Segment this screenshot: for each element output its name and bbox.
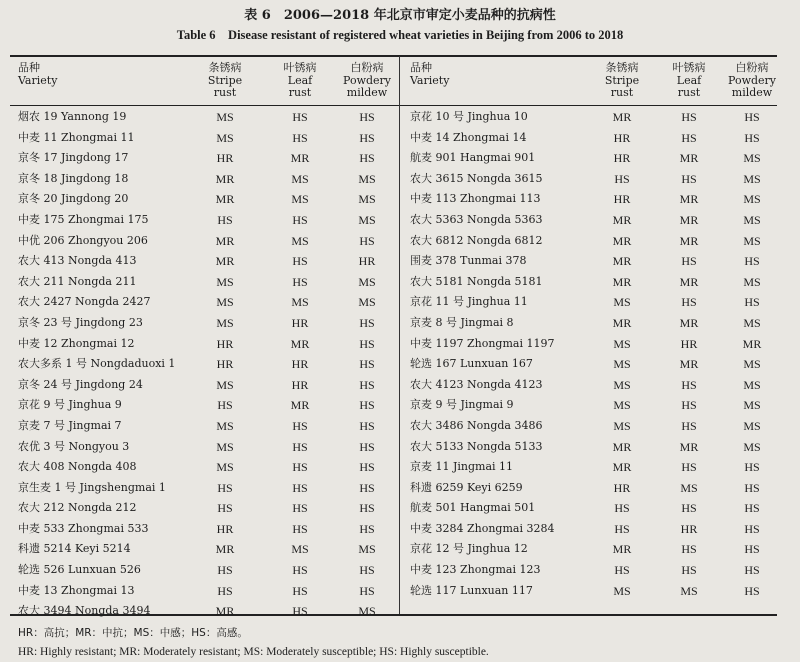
stripe-rust-cell: HS (614, 171, 630, 186)
stripe-rust-cell: MS (216, 295, 234, 310)
stripe-rust-cell: MR (215, 604, 235, 619)
powdery-mildew-cell: HS (359, 110, 375, 124)
header-powdery-en1: Powdery (342, 73, 392, 87)
variety-cell: 京花 12 号 Jinghua 12 (410, 542, 528, 556)
leaf-rust-cell: HS (681, 542, 697, 557)
variety-cell: 农大 3486 Nongda 3486 (410, 418, 543, 432)
leaf-rust-cell: MR (290, 151, 310, 166)
powdery-mildew-cell: HS (744, 130, 760, 145)
variety-cell: 京冬 18 Jingdong 18 (18, 171, 129, 185)
leaf-rust-cell: HS (292, 480, 308, 495)
variety-cell: 中麦 1197 Zhongmai 1197 (410, 336, 555, 350)
stripe-rust-cell: HS (217, 563, 233, 578)
variety-cell: 京花 11 号 Jinghua 11 (410, 295, 528, 309)
table-row (10, 128, 398, 149)
variety-cell: 京冬 17 Jingdong 17 (18, 151, 129, 165)
table-row (10, 210, 398, 231)
variety-cell: 农大 4123 Nongda 4123 (410, 377, 543, 391)
stripe-rust-cell: HR (613, 151, 631, 166)
stripe-rust-cell: MR (215, 171, 235, 186)
table-row (402, 581, 777, 602)
powdery-mildew-cell: MS (743, 212, 761, 227)
table-row (402, 416, 777, 437)
leaf-rust-cell: MS (680, 480, 698, 495)
variety-cell: 京麦 9 号 Jingmai 9 (410, 398, 514, 412)
variety-cell: 农大 5181 Nongda 5181 (410, 274, 543, 288)
powdery-mildew-cell: HS (359, 398, 375, 413)
stripe-rust-cell: HS (217, 583, 233, 598)
leaf-rust-cell: HS (292, 460, 308, 475)
table-row (402, 107, 777, 128)
variety-cell: 农大 5363 Nongda 5363 (410, 212, 543, 226)
variety-cell: 京花 10 号 Jinghua 10 (410, 110, 528, 123)
variety-cell: 京花 9 号 Jinghua 9 (18, 398, 122, 412)
leaf-rust-cell: MR (679, 439, 699, 454)
table-row (10, 354, 398, 375)
variety-cell: 科遗 5214 Keyi 5214 (18, 542, 131, 556)
header-stripe-cn: 条锈病 (208, 61, 242, 74)
header-leaf-cn: 叶锈病 (283, 61, 317, 74)
stripe-rust-cell: MS (216, 274, 234, 289)
leaf-rust-cell: HS (681, 295, 697, 310)
leaf-rust-cell: MS (291, 542, 309, 557)
stripe-rust-cell: MR (612, 542, 632, 557)
variety-cell: 中麦 13 Zhongmai 13 (18, 583, 135, 597)
powdery-mildew-cell: HS (744, 460, 760, 475)
header-powdery-en2: mildew (731, 86, 773, 99)
leaf-rust-cell: HS (292, 583, 308, 598)
table-row (10, 313, 398, 334)
powdery-mildew-cell: MS (743, 398, 761, 413)
table-row (402, 313, 777, 334)
stripe-rust-cell: HR (613, 192, 631, 207)
table-row (10, 457, 398, 478)
header-stripe-rust (597, 62, 647, 100)
table-row (402, 148, 777, 169)
leaf-rust-cell: MS (291, 171, 309, 186)
table-row (10, 416, 398, 437)
table-row (402, 189, 777, 210)
leaf-rust-cell: HS (292, 439, 308, 454)
powdery-mildew-cell: HS (744, 501, 760, 516)
leaf-rust-cell: HR (680, 336, 698, 351)
header-leaf-rust (275, 62, 325, 100)
powdery-mildew-cell: MR (742, 336, 762, 351)
table-header-right (402, 56, 777, 105)
variety-cell: 轮选 167 Lunxuan 167 (410, 357, 533, 371)
table-right-half (402, 56, 777, 598)
stripe-rust-cell: MS (613, 336, 631, 351)
powdery-mildew-cell: MS (743, 274, 761, 289)
header-variety-cn: 品种 (18, 61, 40, 74)
stripe-rust-cell: HS (614, 521, 630, 536)
powdery-mildew-cell: HS (359, 460, 375, 475)
stripe-rust-cell: MS (216, 110, 234, 124)
powdery-mildew-cell: MS (743, 171, 761, 186)
header-stripe-en2: rust (213, 86, 237, 99)
table-row (10, 539, 398, 560)
leaf-rust-cell: HS (681, 171, 697, 186)
table-body-left (10, 107, 398, 622)
variety-cell: 京冬 23 号 Jingdong 23 (18, 315, 143, 329)
stripe-rust-cell: MR (612, 110, 632, 124)
table-row (10, 498, 398, 519)
leaf-rust-cell: HS (292, 501, 308, 516)
variety-cell: 京麦 8 号 Jingmai 8 (410, 315, 514, 329)
table-row (402, 292, 777, 313)
header-powdery-cn: 白粉病 (350, 61, 384, 74)
header-variety-en: Variety (18, 73, 58, 87)
powdery-mildew-cell: HS (744, 583, 760, 598)
powdery-mildew-cell: HS (359, 583, 375, 598)
table-row (10, 581, 398, 602)
table-body-right (402, 107, 777, 601)
stripe-rust-cell: HR (216, 336, 234, 351)
stripe-rust-cell: MS (216, 460, 234, 475)
table-row (10, 251, 398, 272)
powdery-mildew-cell: HS (359, 357, 375, 372)
stripe-rust-cell: MS (216, 439, 234, 454)
powdery-mildew-cell: HS (359, 130, 375, 145)
stripe-rust-cell: MR (215, 192, 235, 207)
leaf-rust-cell: HS (292, 418, 308, 433)
stripe-rust-cell: MR (215, 233, 235, 248)
variety-cell: 航麦 501 Hangmai 501 (410, 501, 536, 515)
leaf-rust-cell: HS (292, 563, 308, 578)
powdery-mildew-cell: HS (744, 254, 760, 269)
table-row (402, 457, 777, 478)
header-leaf-rust (664, 62, 714, 100)
stripe-rust-cell: MR (215, 542, 235, 557)
leaf-rust-cell: HR (291, 315, 309, 330)
powdery-mildew-cell: MS (743, 192, 761, 207)
table-row (10, 395, 398, 416)
table-row (402, 560, 777, 581)
leaf-rust-cell: HS (292, 604, 308, 619)
variety-cell: 中优 206 Zhongyou 206 (18, 233, 148, 247)
stripe-rust-cell: MR (612, 460, 632, 475)
table-row (402, 210, 777, 231)
table-row (10, 107, 398, 128)
header-leaf-en1: Leaf (676, 73, 702, 87)
leaf-rust-cell: HS (681, 418, 697, 433)
powdery-mildew-cell: HS (359, 151, 375, 166)
header-stripe-en2: rust (610, 86, 634, 99)
powdery-mildew-cell: MS (358, 192, 376, 207)
variety-cell: 航麦 901 Hangmai 901 (410, 151, 536, 165)
powdery-mildew-cell: HS (359, 439, 375, 454)
table-row (402, 395, 777, 416)
leaf-rust-cell: MR (290, 336, 310, 351)
header-powdery-cn: 白粉病 (735, 61, 769, 74)
variety-cell: 农大 212 Nongda 212 (18, 501, 137, 515)
leaf-rust-cell: MR (290, 398, 310, 413)
variety-cell: 农大 2427 Nongda 2427 (18, 295, 151, 309)
table-row (10, 601, 398, 622)
table-row (402, 128, 777, 149)
stripe-rust-cell: HR (613, 130, 631, 145)
table-row (402, 375, 777, 396)
stripe-rust-cell: MR (612, 315, 632, 330)
stripe-rust-cell: HR (216, 521, 234, 536)
powdery-mildew-cell: MS (743, 315, 761, 330)
variety-cell: 中麦 123 Zhongmai 123 (410, 563, 541, 577)
leaf-rust-cell: HS (681, 110, 697, 124)
leaf-rust-cell: MR (679, 274, 699, 289)
leaf-rust-cell: MS (291, 192, 309, 207)
stripe-rust-cell: MR (612, 212, 632, 227)
stripe-rust-cell: MR (612, 439, 632, 454)
stripe-rust-cell: MS (613, 398, 631, 413)
header-stripe-en1: Stripe (207, 73, 243, 87)
variety-cell: 中麦 175 Zhongmai 175 (18, 212, 149, 226)
table-row (10, 169, 398, 190)
table-left-half (10, 56, 398, 619)
powdery-mildew-cell: HS (359, 480, 375, 495)
table-header-left (10, 56, 398, 105)
table-row (10, 292, 398, 313)
table-row (402, 437, 777, 458)
variety-cell: 京生麦 1 号 Jingshengmai 1 (18, 480, 166, 494)
variety-cell: 农优 3 号 Nongyou 3 (18, 439, 130, 453)
table-row (10, 231, 398, 252)
variety-cell: 农大 211 Nongda 211 (18, 274, 137, 288)
leaf-rust-cell: HS (681, 398, 697, 413)
variety-cell: 围麦 378 Tunmai 378 (410, 254, 527, 268)
powdery-mildew-cell: HS (359, 315, 375, 330)
table-row (10, 560, 398, 581)
powdery-mildew-cell: HS (359, 377, 375, 392)
header-variety-en: Variety (410, 73, 450, 87)
table-row (10, 478, 398, 499)
powdery-mildew-cell: HS (744, 110, 760, 124)
stripe-rust-cell: HS (614, 501, 630, 516)
leaf-rust-cell: HS (292, 212, 308, 227)
leaf-rust-cell: HS (292, 130, 308, 145)
powdery-mildew-cell: HS (744, 480, 760, 495)
header-stripe-en1: Stripe (604, 73, 640, 87)
stripe-rust-cell: MR (612, 233, 632, 248)
variety-cell: 京麦 11 Jingmai 11 (410, 460, 514, 474)
header-powdery-en1: Powdery (727, 73, 777, 87)
leaf-rust-cell: HR (291, 377, 309, 392)
powdery-mildew-cell: HS (744, 521, 760, 536)
leaf-rust-cell: HR (291, 357, 309, 372)
footnote-en: HR: Highly resistant; MR: Moderately resistant; MS: Moderately susceptible; HS: Highly susceptible. (18, 646, 489, 658)
stripe-rust-cell: MS (613, 357, 631, 372)
header-leaf-en2: rust (288, 86, 312, 99)
variety-cell: 烟农 19 Yannong 19 (18, 110, 127, 123)
leaf-rust-cell: MR (679, 151, 699, 166)
header-powdery-mildew (725, 62, 779, 100)
powdery-mildew-cell: HS (744, 563, 760, 578)
variety-cell: 农大 3494 Nongda 3494 (18, 604, 151, 618)
table-row (402, 478, 777, 499)
variety-cell: 中麦 533 Zhongmai 533 (18, 521, 149, 535)
powdery-mildew-cell: HS (359, 521, 375, 536)
leaf-rust-cell: MS (291, 295, 309, 310)
stripe-rust-cell: MR (612, 274, 632, 289)
powdery-mildew-cell: MS (743, 418, 761, 433)
variety-cell: 中麦 14 Zhongmai 14 (410, 130, 527, 144)
stripe-rust-cell: HS (217, 501, 233, 516)
stripe-rust-cell: HS (217, 480, 233, 495)
header-powdery-mildew (340, 62, 394, 100)
leaf-rust-cell: HS (292, 274, 308, 289)
leaf-rust-cell: MR (679, 212, 699, 227)
leaf-rust-cell: MR (679, 192, 699, 207)
leaf-rust-cell: HS (681, 460, 697, 475)
table-row (402, 334, 777, 355)
stripe-rust-cell: MS (613, 418, 631, 433)
powdery-mildew-cell: MS (743, 377, 761, 392)
leaf-rust-cell: HS (681, 377, 697, 392)
powdery-mildew-cell: MS (358, 171, 376, 186)
leaf-rust-cell: HS (292, 254, 308, 269)
header-leaf-en2: rust (677, 86, 701, 99)
powdery-mildew-cell: MS (743, 357, 761, 372)
variety-cell: 农大 5133 Nongda 5133 (410, 439, 543, 453)
table-row (10, 519, 398, 540)
powdery-mildew-cell: HS (359, 233, 375, 248)
header-variety (410, 62, 449, 87)
table-row (10, 189, 398, 210)
stripe-rust-cell: MS (613, 377, 631, 392)
leaf-rust-cell: MR (679, 357, 699, 372)
variety-cell: 农大 6812 Nongda 6812 (410, 233, 543, 247)
table-row (402, 231, 777, 252)
leaf-rust-cell: HS (681, 563, 697, 578)
variety-cell: 中麦 3284 Zhongmai 3284 (410, 521, 555, 535)
leaf-rust-cell: HS (292, 521, 308, 536)
variety-cell: 京麦 7 号 Jingmai 7 (18, 418, 122, 432)
leaf-rust-cell: HS (681, 501, 697, 516)
powdery-mildew-cell: HS (359, 336, 375, 351)
table-row (402, 354, 777, 375)
variety-cell: 中麦 11 Zhongmai 11 (18, 130, 135, 144)
table-row (10, 148, 398, 169)
table-row (402, 519, 777, 540)
stripe-rust-cell: MS (216, 315, 234, 330)
stripe-rust-cell: HR (216, 151, 234, 166)
stripe-rust-cell: MS (216, 418, 234, 433)
powdery-mildew-cell: MS (743, 151, 761, 166)
variety-cell: 科遗 6259 Keyi 6259 (410, 480, 523, 494)
header-variety (18, 62, 57, 87)
leaf-rust-cell: MS (680, 583, 698, 598)
header-leaf-cn: 叶锈病 (672, 61, 706, 74)
variety-cell: 农大 413 Nongda 413 (18, 254, 137, 268)
variety-cell: 京冬 20 Jingdong 20 (18, 192, 129, 206)
powdery-mildew-cell: HR (358, 254, 376, 269)
variety-cell: 农大 3615 Nongda 3615 (410, 171, 543, 185)
leaf-rust-cell: MR (679, 233, 699, 248)
table-header-rule (10, 105, 777, 106)
powdery-mildew-cell: MS (358, 542, 376, 557)
table-row (402, 498, 777, 519)
table-title-cn: 表 6 2006—2018 年北京市审定小麦品种的抗病性 (244, 8, 556, 23)
footnote-cn: HR：高抗；MR：中抗；MS：中感；HS：高感。 (18, 627, 248, 639)
leaf-rust-cell: MR (679, 315, 699, 330)
powdery-mildew-cell: HS (359, 418, 375, 433)
table-row (10, 334, 398, 355)
variety-cell: 农大 408 Nongda 408 (18, 460, 137, 474)
stripe-rust-cell: MR (215, 254, 235, 269)
table-row (402, 251, 777, 272)
powdery-mildew-cell: HS (359, 563, 375, 578)
powdery-mildew-cell: MS (358, 274, 376, 289)
header-variety-cn: 品种 (410, 61, 432, 74)
header-powdery-en2: mildew (346, 86, 388, 99)
table-row (10, 375, 398, 396)
leaf-rust-cell: HS (681, 254, 697, 269)
stripe-rust-cell: HR (216, 357, 234, 372)
table-row (402, 169, 777, 190)
stripe-rust-cell: MS (216, 130, 234, 145)
table-row (10, 272, 398, 293)
variety-cell: 京冬 24 号 Jingdong 24 (18, 377, 143, 391)
leaf-rust-cell: HS (292, 110, 308, 124)
table-row (402, 539, 777, 560)
stripe-rust-cell: HS (217, 398, 233, 413)
variety-cell: 农大多系 1 号 Nongdaduoxi 1 (18, 357, 176, 371)
table-column-divider (399, 56, 400, 614)
powdery-mildew-cell: HS (744, 295, 760, 310)
powdery-mildew-cell: MS (358, 604, 376, 619)
variety-cell: 轮选 117 Lunxuan 117 (410, 583, 533, 597)
leaf-rust-cell: HS (681, 130, 697, 145)
table-row (402, 272, 777, 293)
stripe-rust-cell: HS (217, 212, 233, 227)
stripe-rust-cell: MR (612, 254, 632, 269)
powdery-mildew-cell: MS (358, 212, 376, 227)
leaf-rust-cell: HR (680, 521, 698, 536)
variety-cell: 中麦 113 Zhongmai 113 (410, 192, 541, 206)
stripe-rust-cell: HS (614, 563, 630, 578)
powdery-mildew-cell: HS (359, 501, 375, 516)
table-row (10, 437, 398, 458)
header-stripe-rust (200, 62, 250, 100)
variety-cell: 中麦 12 Zhongmai 12 (18, 336, 135, 350)
stripe-rust-cell: MS (613, 295, 631, 310)
powdery-mildew-cell: MS (358, 295, 376, 310)
header-stripe-cn: 条锈病 (605, 61, 639, 74)
stripe-rust-cell: MS (216, 377, 234, 392)
leaf-rust-cell: MS (291, 233, 309, 248)
header-leaf-en1: Leaf (287, 73, 313, 87)
variety-cell: 轮选 526 Lunxuan 526 (18, 563, 141, 577)
powdery-mildew-cell: MS (743, 233, 761, 248)
powdery-mildew-cell: MS (743, 439, 761, 454)
stripe-rust-cell: HR (613, 480, 631, 495)
table-title-en: Table 6 Disease resistant of registered wheat varieties in Beijing from 2006 to 2018 (176, 28, 624, 42)
powdery-mildew-cell: HS (744, 542, 760, 557)
stripe-rust-cell: MS (613, 583, 631, 598)
